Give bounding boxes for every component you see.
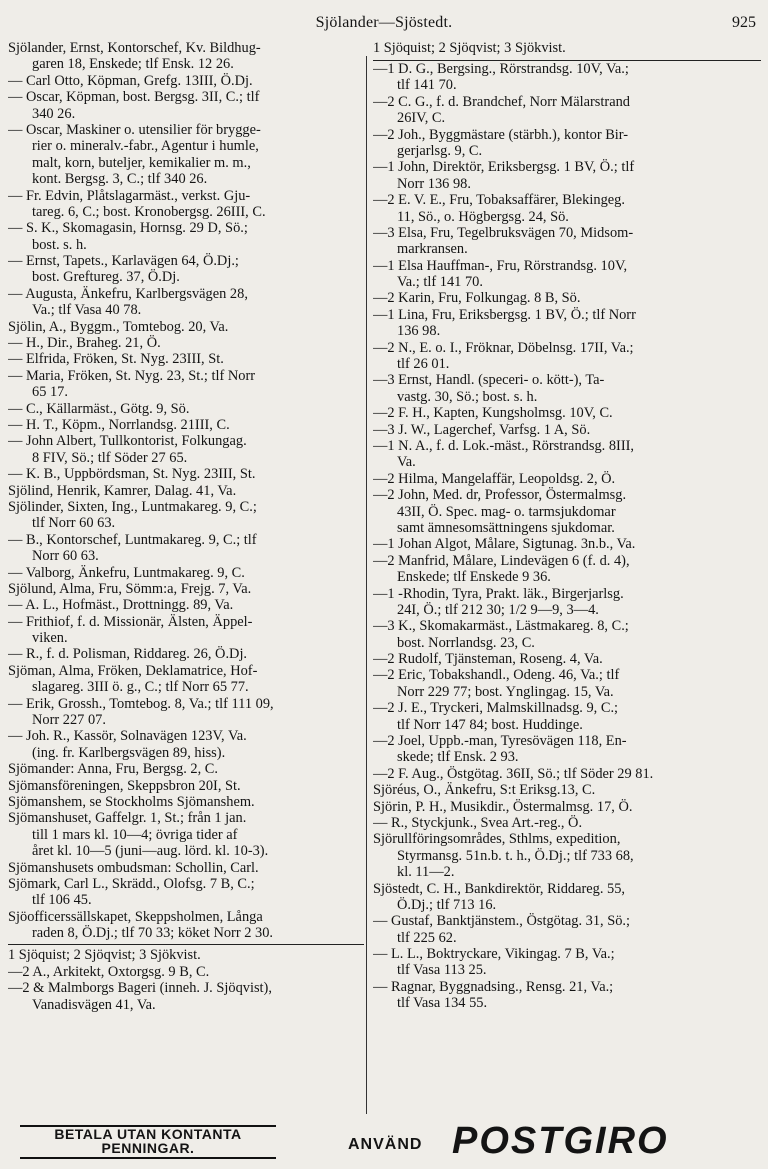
- entry-continuation-line: tlf 141 70.: [397, 77, 457, 94]
- entry-line: —2 Eric, Tobakshandl., Odeng. 46, Va.; tlf: [373, 667, 620, 684]
- entry-continuation-line: malt, korn, buteljer, kemikalier m. m.,: [32, 154, 251, 171]
- entry-line: —3 Elsa, Fru, Tegelbruksvägen 70, Midsom-: [373, 224, 634, 241]
- entry-line: — R., Styckjunk., Svea Art.-reg., Ö.: [373, 814, 583, 831]
- entry-line: —2 Manfrid, Målare, Lindevägen 6 (f. d. 4),: [373, 552, 630, 569]
- entry-continuation-line: viken.: [32, 630, 68, 647]
- entry-continuation-line: Norr 60 63.: [32, 548, 99, 565]
- entry-line: — C., Källarmäst., Götg. 9, Sö.: [8, 400, 190, 417]
- entry-line: — R., f. d. Polisman, Riddareg. 26, Ö.Dj.: [8, 646, 248, 663]
- entry-line: —1 Johan Algot, Målare, Sigtunag. 3n.b., Va.: [373, 536, 636, 553]
- entry-line: Sjömanshem, se Stockholms Sjömanshem.: [8, 793, 255, 810]
- right-column-entries: [373, 61, 761, 1012]
- entry-continuation-line: kl. 11—2.: [397, 864, 455, 881]
- entry-continuation-line: 340 26.: [32, 105, 76, 122]
- entry-line: — Elfrida, Fröken, St. Nyg. 23III, St.: [8, 351, 224, 368]
- entry-line: —2 Rudolf, Tjänsteman, Roseng. 4, Va.: [373, 651, 603, 668]
- entry-line: —2 N., E. o. I., Fröknar, Döbelnsg. 17II, Va.;: [373, 339, 634, 356]
- entry-continuation-line: bost. Greftureg. 37, Ö.Dj.: [32, 269, 180, 286]
- entry-continuation-line: rier o. mineralv.-fabr., Agentur i humle,: [32, 138, 259, 155]
- running-title: Sjölander—Sjöstedt.: [315, 14, 453, 31]
- entry-line: Sjölind, Henrik, Kamrer, Dalag. 41, Va.: [8, 482, 237, 499]
- entry-line: Sjömanshusets ombudsman: Schollin, Carl.: [8, 859, 259, 876]
- entry-line: Sjölander, Ernst, Kontorschef, Kv. Bildhug-: [8, 40, 261, 56]
- advertisement-footer: [0, 1118, 768, 1163]
- entry-continuation-line: tlf Vasa 134 55.: [397, 995, 488, 1012]
- page-header: [0, 14, 768, 36]
- entry-continuation-line: Norr 229 77; bost. Ynglingag. 15, Va.: [397, 683, 614, 700]
- entry-line: — Augusta, Änkefru, Karlbergsvägen 28,: [8, 285, 248, 302]
- entry-line: —2 C. G., f. d. Brandchef, Norr Mälarstrand: [373, 93, 630, 110]
- entry-continuation-line: bost. s. h.: [32, 236, 87, 253]
- entry-continuation-line: tlf Norr 60 63.: [32, 515, 116, 532]
- payment-notice-box: [20, 1125, 276, 1159]
- entry-line: —1 D. G., Bergsing., Rörstrandsg. 10V, Va.;: [373, 61, 629, 77]
- entry-line: —1 N. A., f. d. Lok.-mäst., Rörstrandsg. 8III,: [373, 437, 634, 454]
- entry-line: — S. K., Skomagasin, Hornsg. 29 D, Sö.;: [8, 220, 248, 237]
- entry-line: —3 Ernst, Handl. (speceri- o. kött-), Ta-: [373, 372, 605, 389]
- entry-continuation-line: garen 18, Enskede; tlf Ensk. 12 26.: [32, 56, 234, 73]
- entry-line: Sjömark, Carl L., Skrädd., Olofsg. 7 B, C.;: [8, 875, 255, 892]
- entry-continuation-line: Styrmansg. 51n.b. t. h., Ö.Dj.; tlf 733 68,: [397, 847, 634, 864]
- entry-continuation-line: samt ämnesomsättningens sjukdomar.: [397, 519, 615, 536]
- entry-line: Sjömansföreningen, Skeppsbron 20I, St.: [8, 777, 241, 794]
- entry-continuation-line: kont. Bergsg. 3, C.; tlf 340 26.: [32, 171, 208, 188]
- entry-line: — Ernst, Tapets., Karlavägen 64, Ö.Dj.;: [8, 253, 239, 270]
- entry-line: — H., Dir., Braheg. 21, Ö.: [8, 335, 161, 352]
- entry-continuation-line: Va.; tlf 141 70.: [397, 274, 483, 291]
- entry-line: Sjölinder, Sixten, Ing., Luntmakareg. 9, C.;: [8, 498, 257, 515]
- page-number: 925: [732, 14, 756, 31]
- entry-continuation-line: 43II, Ö. Spec. mag- o. tarmsjukdomar: [397, 503, 616, 520]
- entry-line: Sjöofficerssällskapet, Skeppsholmen, Långa: [8, 908, 263, 925]
- entry-continuation-line: 136 98.: [397, 323, 441, 340]
- entry-line: —2 F. H., Kapten, Kungsholmsg. 10V, C.: [373, 405, 613, 422]
- entry-line: — Maria, Fröken, St. Nyg. 23, St.; tlf Norr: [8, 367, 256, 384]
- payment-notice-line-2: PENNINGAR.: [101, 1140, 195, 1156]
- use-word: ANVÄND: [348, 1136, 423, 1153]
- entry-line: — B., Kontorschef, Luntmakareg. 9, C.; tlf: [8, 531, 257, 548]
- entry-line: — John Albert, Tullkontorist, Folkungag.: [8, 433, 247, 450]
- entry-line: — K. B., Uppbördsman, St. Nyg. 23III, St.: [8, 466, 256, 483]
- entry-continuation-line: 8 FIV, Sö.; tlf Söder 27 65.: [32, 449, 188, 466]
- entry-line: — Ragnar, Byggnadsing., Rensg. 21, Va.;: [373, 978, 614, 995]
- section-rule: [8, 944, 364, 945]
- entry-line: —2 E. V. E., Fru, Tobaksaffärer, Blekingeg.: [373, 192, 625, 209]
- right-column-key: 1 Sjöquist; 2 Sjöqvist; 3 Sjökvist.: [373, 40, 761, 61]
- left-column: [8, 40, 364, 1013]
- entry-line: —3 J. W., Lagerchef, Varfsg. 1 A, Sö.: [373, 421, 591, 438]
- entry-continuation-line: Norr 136 98.: [397, 175, 471, 192]
- entry-continuation-line: till 1 mars kl. 10—4; övriga tider af: [32, 826, 238, 843]
- entry-line: Sjöstedt, C. H., Bankdirektör, Riddareg. 55,: [373, 880, 626, 897]
- entry-line: Sjölin, A., Byggm., Tomtebog. 20, Va.: [8, 318, 229, 335]
- entry-line: —1 -Rhodin, Tyra, Prakt. läk., Birgerjarlsg.: [373, 585, 624, 602]
- entry-line: Sjörullföringsområdes, Sthlms, expedition,: [373, 831, 621, 848]
- entry-line: 1 Sjöquist; 2 Sjöqvist; 3 Sjökvist.: [8, 947, 201, 964]
- entry-line: —3 K., Skomakarmäst., Lästmakareg. 8, C.;: [373, 618, 629, 635]
- entry-line: —2 Hilma, Mangelaffär, Leopoldsg. 2, Ö.: [373, 470, 616, 487]
- entry-line: — L. L., Boktryckare, Vikingag. 7 B, Va.;: [373, 946, 615, 963]
- entry-line: Sjömander: Anna, Fru, Bergsg. 2, C.: [8, 761, 218, 778]
- entry-line: — Oscar, Maskiner o. utensilier för brygge-: [8, 121, 261, 138]
- entry-continuation-line: raden 8, Ö.Dj.; tlf 70 33; köket Norr 2 30.: [32, 925, 274, 942]
- postgiro-brand: POSTGIRO: [452, 1120, 669, 1162]
- entry-line: — Fr. Edvin, Plåtslagarmäst., verkst. Gju-: [8, 187, 251, 204]
- entry-line: —2 Joh., Byggmästare (stärbh.), kontor Bir-: [373, 126, 629, 143]
- entry-line: —2 F. Aug., Östgötag. 36II, Sö.; tlf Söder 29 81.: [373, 765, 654, 782]
- entry-line: —1 John, Direktör, Eriksbergsg. 1 BV, Ö.; tlf: [373, 159, 635, 176]
- entry-line: —2 & Malmborgs Bageri (inneh. J. Sjöqvist),: [8, 980, 272, 997]
- entry-continuation-line: tlf 26 01.: [397, 356, 450, 373]
- entry-continuation-line: 11, Sö., o. Högbergsg. 24, Sö.: [397, 208, 569, 225]
- entry-continuation-line: Va.; tlf Vasa 40 78.: [32, 302, 142, 319]
- entry-line: — H. T., Köpm., Norrlandsg. 21III, C.: [8, 416, 230, 433]
- right-column: [373, 40, 761, 1012]
- entry-line: Sjöréus, O., Änkefru, S:t Eriksg.13, C.: [373, 782, 596, 799]
- entry-line: Sjölund, Alma, Fru, Sömm:a, Frejg. 7, Va.: [8, 580, 252, 597]
- entry-continuation-line: bost. Norrlandsg. 23, C.: [397, 634, 535, 651]
- entry-continuation-line: tlf Norr 147 84; bost. Huddinge.: [397, 716, 583, 733]
- entry-continuation-line: (ing. fr. Karlbergsvägen 89, hiss).: [32, 744, 226, 761]
- entry-continuation-line: året kl. 10—5 (juni—aug. lörd. kl. 10-3).: [32, 843, 269, 860]
- entry-continuation-line: gerjarlsg. 9, C.: [397, 142, 483, 159]
- entry-line: — Valborg, Änkefru, Luntmakareg. 9, C.: [8, 564, 245, 581]
- entry-line: — Carl Otto, Köpman, Grefg. 13III, Ö.Dj.: [8, 72, 253, 89]
- entry-line: — Oscar, Köpman, bost. Bergsg. 3II, C.; tlf: [8, 89, 260, 106]
- column-divider: [366, 56, 367, 1114]
- entry-line: —1 Elsa Hauffman-, Fru, Rörstrandsg. 10V,: [373, 257, 628, 274]
- entry-line: —2 A., Arkitekt, Oxtorgsg. 9 B, C.: [8, 963, 210, 980]
- entry-continuation-line: tareg. 6, C.; bost. Kronobergsg. 26III, C.: [32, 203, 266, 220]
- entry-line: Sjöman, Alma, Fröken, Deklamatrice, Hof-: [8, 662, 258, 679]
- entry-line: —2 J. E., Tryckeri, Malmskillnadsg. 9, C.;: [373, 700, 619, 717]
- entry-line: —2 John, Med. dr, Professor, Östermalmsg.: [373, 487, 627, 504]
- entry-line: Sjörin, P. H., Musikdir., Östermalmsg. 17, Ö.: [373, 798, 633, 815]
- entry-line: —1 Lina, Fru, Eriksbergsg. 1 BV, Ö.; tlf Norr: [373, 306, 636, 323]
- entry-line: Sjömanshuset, Gaffelgr. 1, St.; från 1 jan.: [8, 810, 247, 827]
- entry-continuation-line: 26IV, C.: [397, 110, 446, 127]
- entry-continuation-line: tlf 106 45.: [32, 892, 92, 909]
- entry-continuation-line: Va.: [397, 454, 416, 471]
- entry-line: — Joh. R., Kassör, Solnavägen 123V, Va.: [8, 728, 247, 745]
- entry-line: — A. L., Hofmäst., Drottningg. 89, Va.: [8, 597, 234, 614]
- entry-line: — Erik, Grossh., Tomtebog. 8, Va.; tlf 111 09,: [8, 695, 274, 712]
- entry-continuation-line: 24I, Ö.; tlf 212 30; 1/2 9—9, 3—4.: [397, 601, 599, 618]
- entry-continuation-line: Enskede; tlf Enskede 9 36.: [397, 569, 551, 586]
- entry-line: —2 Karin, Fru, Folkungag. 8 B, Sö.: [373, 290, 581, 307]
- entry-continuation-line: skede; tlf Ensk. 2 93.: [397, 749, 519, 766]
- entry-continuation-line: Norr 227 07.: [32, 712, 106, 729]
- entry-line: — Gustaf, Banktjänstem., Östgötag. 31, Sö.;: [373, 913, 631, 930]
- entry-continuation-line: tlf Vasa 113 25.: [397, 962, 487, 979]
- entry-continuation-line: slagareg. 3III ö. g., C.; tlf Norr 65 77.: [32, 679, 249, 696]
- entry-line: —2 Joel, Uppb.-man, Tyresövägen 118, En-: [373, 733, 627, 750]
- entry-continuation-line: tlf 225 62.: [397, 929, 457, 946]
- entry-continuation-line: vastg. 30, Sö.; bost. s. h.: [397, 388, 538, 405]
- entry-continuation-line: Vanadisvägen 41, Va.: [32, 996, 156, 1013]
- entry-line: — Frithiof, f. d. Missionär, Älsten, Äppel-: [8, 613, 253, 630]
- entry-continuation-line: Ö.Dj.; tlf 713 16.: [397, 896, 497, 913]
- payment-notice-line-1: BETALA UTAN KONTANTA: [54, 1126, 242, 1142]
- entry-continuation-line: markransen.: [397, 241, 468, 258]
- entry-continuation-line: 65 17.: [32, 384, 68, 401]
